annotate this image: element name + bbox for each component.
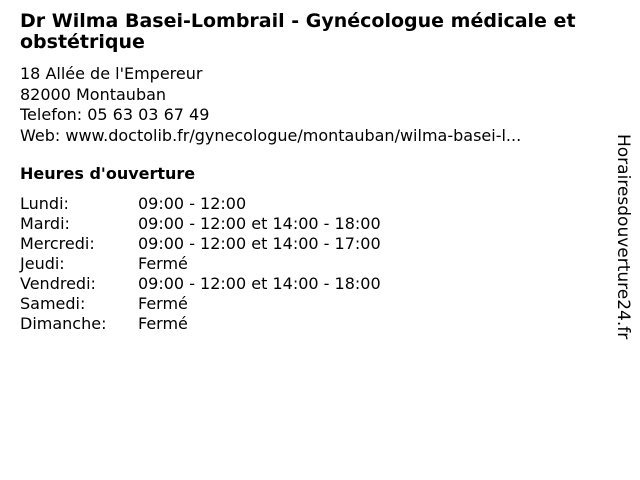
website-link: Web: www.doctolib.fr/gynecologue/montauban/wilma-basei-l... (20, 125, 522, 145)
hours-row-mardi (20, 214, 381, 234)
day-label: Lundi: (20, 194, 69, 213)
hours-row-lundi (20, 194, 381, 214)
time-value: 09:00 - 12:00 (138, 194, 247, 213)
opening-hours-table (20, 194, 381, 334)
hours-row-mercredi (20, 234, 381, 254)
time-value: 09:00 - 12:00 et 14:00 - 18:00 (138, 214, 381, 233)
day-label: Mercredi: (20, 234, 95, 253)
page-title: Dr Wilma Basei-Lombrail - Gynécologue médicale et obstétrique (20, 10, 576, 53)
time-value: Fermé (138, 254, 188, 273)
address-block (20, 64, 610, 146)
time-value: Fermé (138, 314, 188, 333)
phone-number: Telefon: 05 63 03 67 49 (20, 105, 210, 124)
day-label: Mardi: (20, 214, 70, 233)
opening-hours-heading: Heures d'ouverture (20, 164, 196, 183)
day-label: Vendredi: (20, 274, 96, 293)
time-value: 09:00 - 12:00 et 14:00 - 17:00 (138, 234, 381, 253)
day-label: Dimanche: (20, 314, 107, 333)
hours-row-vendredi (20, 274, 381, 294)
street-address: 18 Allée de l'Empereur (20, 64, 203, 83)
hours-row-samedi (20, 294, 381, 314)
day-label: Samedi: (20, 294, 86, 313)
time-value: 09:00 - 12:00 et 14:00 - 18:00 (138, 274, 381, 293)
time-value: Fermé (138, 294, 188, 313)
hours-row-dimanche (20, 314, 381, 334)
site-watermark: Horairesdouverture24.fr (613, 134, 633, 340)
city-postcode: 82000 Montauban (20, 84, 167, 104)
day-label: Jeudi: (20, 254, 65, 273)
hours-row-jeudi (20, 254, 381, 274)
